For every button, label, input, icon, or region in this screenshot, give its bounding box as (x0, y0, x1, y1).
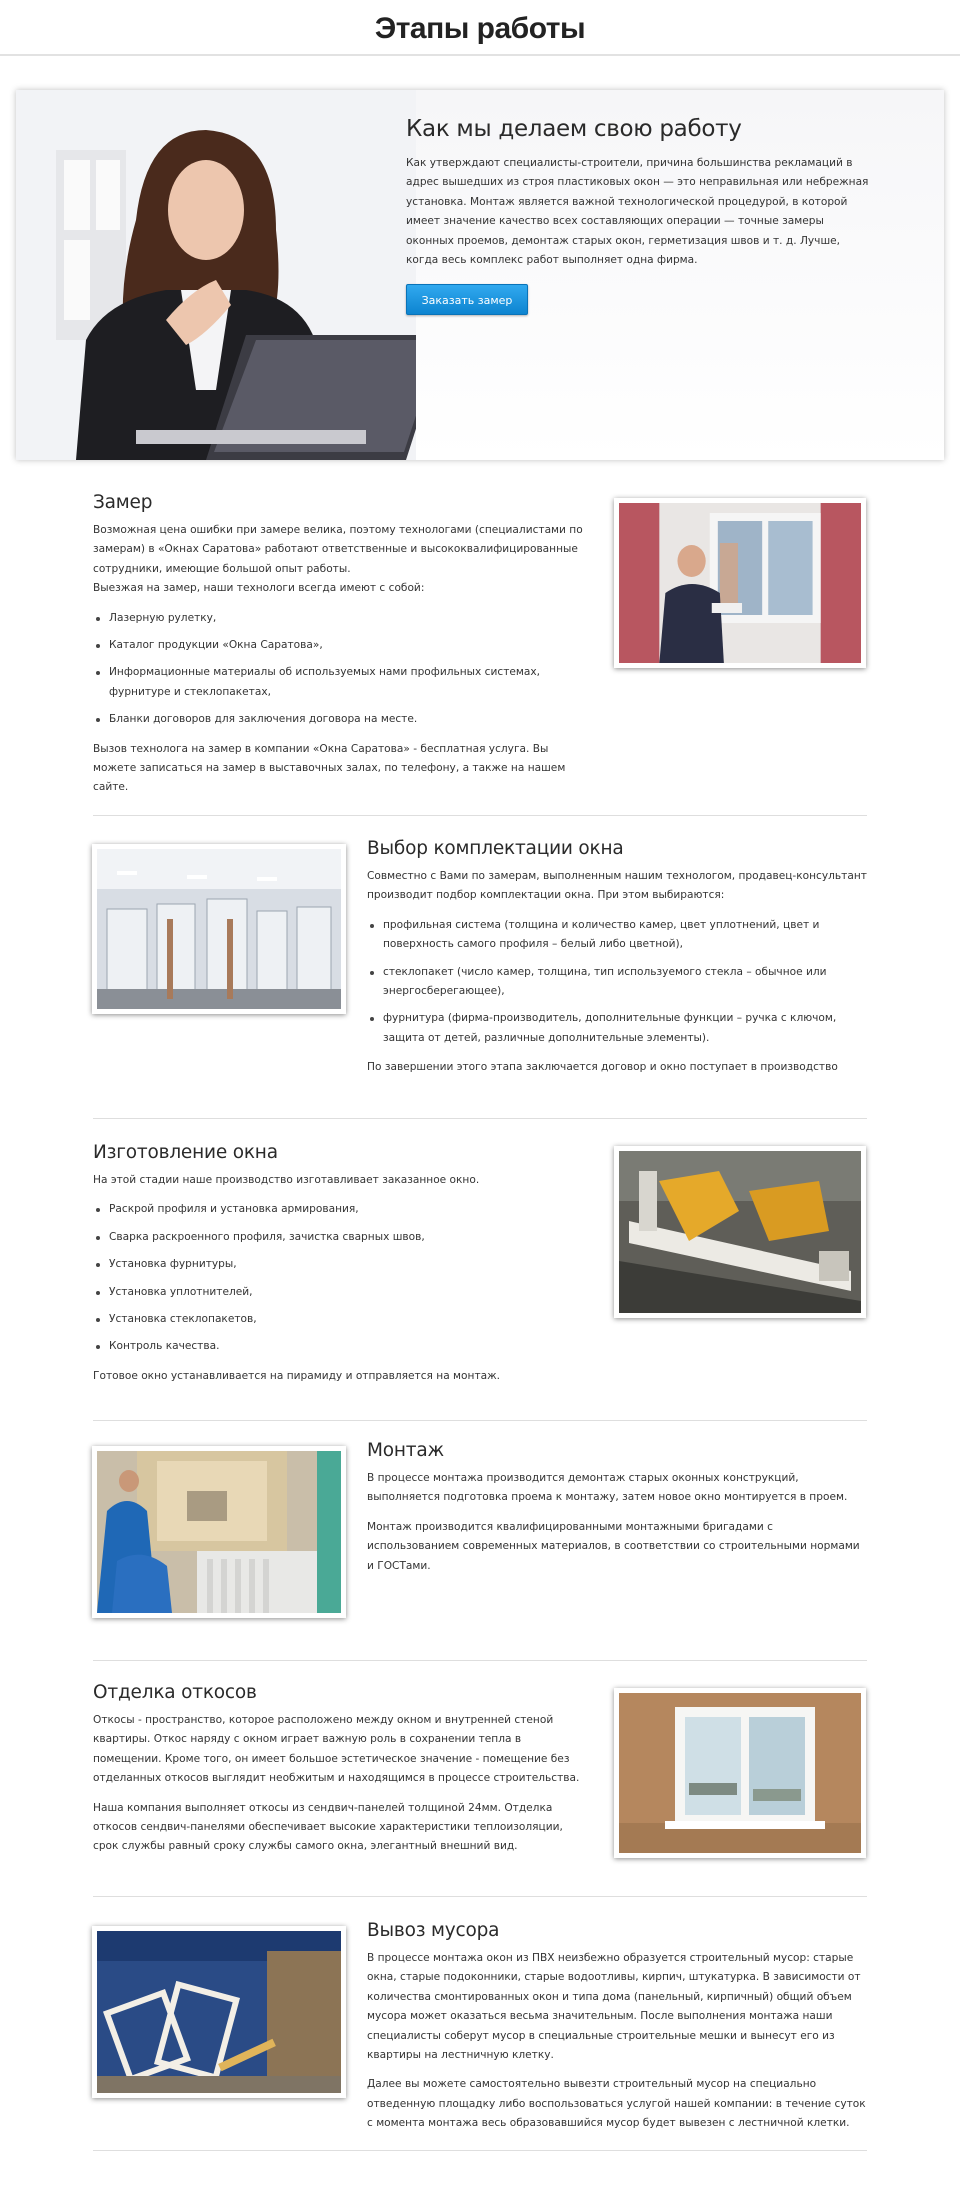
section-text: Вызов технолога на замер в компании «Окна Саратова» - бесплатная услуга. Вы можете записаться на замер в выставочных залах, по телефону, а также на нашем сайте. (93, 742, 566, 794)
installation-photo (92, 1446, 346, 1618)
slopes-photo (614, 1688, 866, 1858)
list-item: стеклопакет (число камер, толщина, тип используемого стекла – обычное или энергосберегающее), (383, 963, 867, 1002)
section-title: Замер (93, 492, 153, 513)
list-item: Лазерную рулетку, (109, 609, 587, 628)
hero-text (406, 116, 870, 315)
list-item: Раскрой профиля и установка армирования, (109, 1200, 587, 1219)
hero-banner (16, 90, 944, 460)
measure-photo (614, 498, 866, 668)
list-item: Каталог продукции «Окна Саратова», (109, 636, 587, 655)
section-text: Наша компания выполняет откосы из сендвич-панелей толщиной 24мм. Отделка откосов сендвич-панелями обеспечивает высокие характеристики теплоизоляции, срок службы равный сроку службы самого окна, элегантный внешний вид. (93, 1801, 563, 1853)
divider (93, 1896, 867, 1897)
divider (93, 2150, 867, 2151)
section-text: Совместно с Вами по замерам, выполненным нашим технологом, продавец-консультант производит подбор комплектации окна. При этом выбираются: (367, 870, 867, 902)
section-text: Готовое окно устанавливается на пирамиду и отправляется на монтаж. (93, 1369, 501, 1382)
section-text: На этой стадии наше производство изготавливает заказанное окно. (93, 1174, 480, 1186)
section-text: Выезжая на замер, наши технологи всегда имеют с собой: (93, 582, 425, 595)
list-item: Контроль качества. (109, 1337, 587, 1356)
measure-tools-list (109, 609, 587, 730)
section-text: Возможная цена ошибки при замере велика, поэтому технологами (специалистами по замерам) в «Окнах Саратова» работают ответственные и высококвалифицированные сотрудники, имеющие большой опыт работы. (93, 524, 583, 575)
order-measure-button[interactable]: Заказать замер (406, 284, 528, 315)
manufacturing-photo (614, 1146, 866, 1318)
section-text: В процессе монтажа производится демонтаж старых оконных конструкций, выполняется подготовка проема к монтажу, затем новое окно монтируется в проем. (367, 1472, 848, 1504)
section-title: Монтаж (367, 1440, 444, 1461)
section-text: Далее вы можете самостоятельно вывезти строительный мусор на специально отведенную площадку либо воспользоваться услугой нашей компании: в течение суток с момента монтажа весь образовавшийся мусор будет вывезен с лестничной клетки. (367, 2078, 866, 2130)
configuration-list (383, 916, 867, 1048)
section-title: Выбор комплектации окна (367, 838, 624, 859)
section-title: Изготовление окна (93, 1142, 278, 1163)
list-item: Установка фурнитуры, (109, 1255, 587, 1274)
list-item: Информационные материалы об используемых нами профильных системах, фурнитуре и стеклопакетах, (109, 663, 587, 702)
section-text: Откосы - пространство, которое расположено между окном и внутренней стеной квартиры. Откос наряду с окном играет важную роль в сохранении тепла в помещении. Кроме того, он имеет большое эстетическое значение - помещение без отделанных откосов выглядит необжитым и находящимся в процессе строительства. (93, 1714, 580, 1785)
hero-title: Как мы делаем свою работу (406, 116, 742, 142)
hero-description: Как утверждают специалисты-строители, причина большинства рекламаций в адрес вышедших из строя пластиковых окон — это неправильная или небрежная установка. Монтаж является важной технологической процедурой, в которой имеет значение качество всех составляющих операции — точные замеры оконных проемов, демонтаж старых окон, герметизация швов и т. д. Лучше, когда весь комплекс работ выполняет одна фирма. (406, 157, 869, 267)
hero-photo (16, 90, 416, 460)
list-item: Сварка раскроенного профиля, зачистка сварных швов, (109, 1228, 587, 1247)
divider (93, 815, 867, 816)
section-title: Вывоз мусора (367, 1920, 500, 1941)
manufacturing-list (109, 1200, 587, 1356)
divider (93, 1660, 867, 1661)
page-title: Этапы работы (374, 12, 586, 45)
configuration-photo (92, 844, 346, 1014)
list-item: Установка стеклопакетов, (109, 1310, 587, 1329)
waste-removal-photo (92, 1926, 346, 2098)
divider (93, 1420, 867, 1421)
divider (93, 1118, 867, 1119)
section-text: Монтаж производится квалифицированными монтажными бригадами с использованием современных материалов, в соответствии со строительными нормами и ГОСТами. (367, 1520, 860, 1572)
list-item: Бланки договоров для заключения договора на месте. (109, 710, 587, 729)
section-text: По завершении этого этапа заключается договор и окно поступает в производство (367, 1061, 838, 1074)
list-item: профильная система (толщина и количество камер, цвет уплотнений, цвет и поверхность самого профиля – белый либо цветной), (383, 916, 867, 955)
section-text: В процессе монтажа окон из ПВХ неизбежно образуется строительный мусор: старые окна, старые подоконники, старые водоотливы, кирпич, штукатурка. В зависимости от количества смонтированных окон и типа дома (панельный, кирпичный) общий объем мусора может оказаться весьма значительным. После выполнения монтажа наши специалисты соберут мусор в специальные строительные мешки и вынесут его из квартиры на лестничную клетку. (367, 1952, 861, 2062)
section-title: Отделка откосов (93, 1682, 257, 1703)
list-item: фурнитура (фирма-производитель, дополнительные функции – ручка с ключом, защита от детей, различные дополнительные элементы). (383, 1009, 867, 1048)
list-item: Установка уплотнителей, (109, 1283, 587, 1302)
page-header (0, 0, 960, 56)
